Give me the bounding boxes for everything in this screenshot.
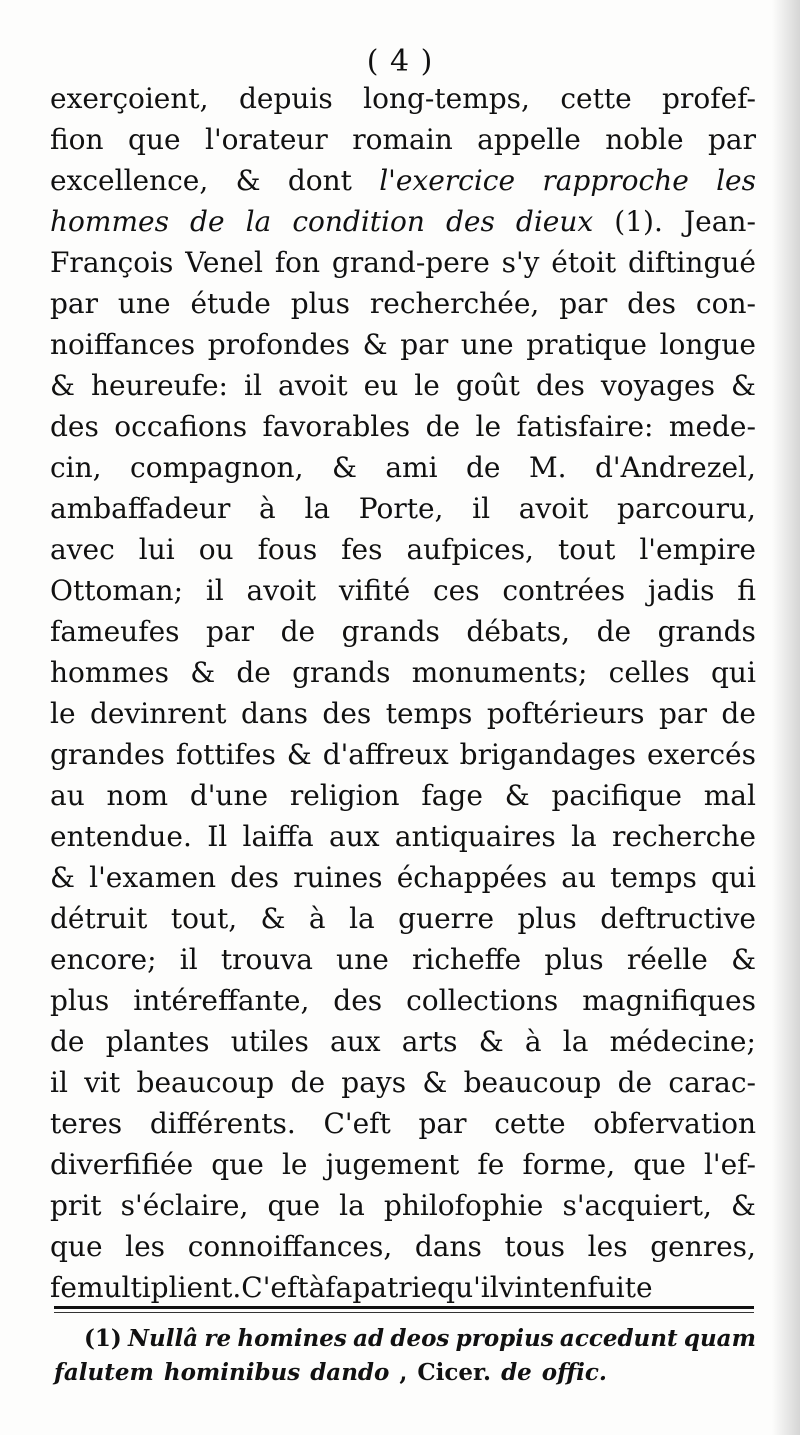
text-line [50,939,756,980]
word: plus [50,984,110,1017]
footnote-line [54,1356,756,1390]
word: par [206,615,255,648]
text-line [50,447,756,488]
word: plus [517,902,577,935]
text-line [50,1144,756,1185]
word: au [50,779,85,812]
word: favorables [262,410,411,443]
word: une [336,943,389,976]
word: multiplient. [76,1271,242,1304]
word: religion [289,779,400,812]
word: laiffa [242,820,314,853]
word: médecine; [609,1025,756,1058]
word: étude [190,287,271,320]
word: de [190,205,225,238]
word: la [571,820,597,853]
word: étoit [551,246,617,279]
word: l'examen [89,861,216,894]
word: recherche [612,820,756,853]
word: excellence, [50,164,209,197]
word: entendue. [50,820,192,853]
word: nom [106,779,168,812]
text-line [50,1226,756,1267]
word: antiquaires [394,820,556,853]
word: tous [504,1230,566,1263]
word: connoiffances, [187,1230,393,1263]
text-line [50,1103,756,1144]
footnote-word: (1) [84,1325,122,1352]
word: à [308,1271,326,1304]
word: s'éclaire, [120,1189,249,1222]
word: la [349,902,375,935]
word: ami [385,451,438,484]
word: il [244,369,262,402]
word: compagnon, [130,451,304,484]
word: il [205,574,224,607]
word: s'acquiert, [562,1189,712,1222]
word: jugement [325,1148,460,1181]
word: ruines [293,861,383,894]
word: Porte, [358,492,444,525]
word: ambaffadeur [50,492,231,525]
word: Il [207,820,228,853]
word: noble [605,123,684,156]
footnote-word: , [399,1359,408,1386]
word: par [707,123,756,156]
word: le [414,369,440,402]
word: & [331,451,357,484]
word: parcouru, [617,492,756,525]
word: & [286,738,312,771]
word: vifité [338,574,411,607]
word: lui [138,533,175,566]
word: d'une [189,779,269,812]
footnote-word: de [501,1359,532,1386]
word: dans [414,1230,482,1263]
footnote [54,1322,756,1390]
word: diftingué [627,246,756,279]
word: Jean- [683,205,756,238]
text-line [50,406,756,447]
word: vint [498,1271,553,1304]
word: pacifique [551,779,682,812]
word: guerre [398,902,495,935]
word: la [304,492,331,525]
footnote-word: offic. [541,1359,607,1386]
word: diverfifiée [50,1148,194,1181]
word: C'eft [323,1107,391,1140]
word: & [731,943,756,976]
word: heureufe: [90,369,228,402]
word: une [117,287,171,320]
word: par [50,287,99,320]
word: utiles [230,1025,309,1058]
word: des [230,861,280,894]
word: l'ef- [703,1148,756,1181]
footnote-separator-thin-rule [54,1312,754,1313]
word: plus [290,287,351,320]
word: la [562,1025,589,1058]
word: que [633,1148,686,1181]
word: il [472,492,491,525]
word: grands [341,615,440,648]
footnote-word: quam [683,1325,756,1352]
footnote-word: ad [353,1325,385,1352]
word: patrie [352,1271,438,1304]
word: appelle [477,123,581,156]
word: fa [325,1271,353,1304]
text-line [50,488,756,529]
word: qui [711,656,756,689]
word: d'affreux [322,738,449,771]
word: des [445,205,495,238]
footnote-word: propius [455,1325,554,1352]
word: & [731,1189,756,1222]
word: poftérieurs [486,697,645,730]
word: long-temps, [363,82,530,115]
word: mal [703,779,756,812]
word: avec [50,533,115,566]
word: à [524,1025,542,1058]
text-line [50,816,756,857]
word: la [339,1189,365,1222]
word: des [535,369,585,402]
word: longue [659,328,756,361]
footnote-word: re [204,1325,232,1352]
word: qu'il [437,1271,499,1304]
word: mede- [668,410,756,443]
text-line [50,734,756,775]
word: de [425,410,461,443]
word: avoit [246,574,317,607]
word: obfervation [593,1107,756,1140]
word: une [460,328,514,361]
word: occafions [114,410,248,443]
word: dieux [515,205,594,238]
word: encore; [50,943,157,976]
word: depuis [238,82,333,115]
word: magnifiques [582,984,756,1017]
footnote-word: hominibus [163,1359,301,1386]
word: par [418,1107,467,1140]
word: deftructive [600,902,756,935]
word: & [478,1025,504,1058]
word: & [260,902,286,935]
word: fi [737,574,756,607]
word: & [422,1066,448,1099]
word: des [333,984,383,1017]
page-edge-shadow [772,0,800,1435]
word: qui [711,861,756,894]
word: à [308,902,326,935]
word: enfuite [552,1271,653,1304]
word: grands [292,656,391,689]
word: plus [544,943,604,976]
word: ou [198,533,234,566]
word: aux [330,1025,381,1058]
word: teres [50,1107,123,1140]
text-line [50,201,756,242]
text-line [50,324,756,365]
word: échappées [396,861,548,894]
footnote-separator-rule [54,1306,754,1309]
word: s'y [501,246,540,279]
word: collections [406,984,559,1017]
word: avoit [278,369,348,402]
word: M. [528,451,567,484]
word: que [128,123,181,156]
word: le [475,410,502,443]
word: des [627,287,677,320]
word: romain [352,123,453,156]
word: au [561,861,596,894]
word: il [179,943,198,976]
word: que [211,1148,264,1181]
word: réelle [626,943,708,976]
word: grandes [50,738,165,771]
word: contrées [502,574,626,607]
text-line [50,898,756,939]
footnote-line [54,1322,756,1356]
word: & [504,779,530,812]
word: par [658,697,707,730]
word: grands [657,615,756,648]
word: fous [257,533,318,566]
word: de [466,451,501,484]
word: plantes [105,1025,210,1058]
word: ces [432,574,480,607]
word: fatisfaire: [516,410,654,443]
word: aux [329,820,380,853]
word: de [290,1066,326,1099]
word: hommes [50,656,169,689]
footnote-word: Cicer. [417,1359,492,1386]
text-line [50,611,756,652]
word: des [50,410,99,443]
word: & [235,164,261,197]
word: noiffances [50,328,196,361]
footnote-word: dando [310,1359,390,1386]
word: la [245,205,272,238]
word: les [125,1230,166,1263]
word: le [50,697,76,730]
word: C'eft [241,1271,309,1304]
word: différents. [149,1107,296,1140]
word: devinrent [89,697,227,730]
word: cin, [50,451,102,484]
word: prit [50,1189,102,1222]
word: fameufes [50,615,180,648]
word: l'orateur [204,123,328,156]
word: genres, [650,1230,756,1263]
word: rapproche [542,164,689,197]
word: dont [287,164,352,197]
word: de [617,1066,653,1099]
word: de [596,615,632,648]
body-text [50,78,756,1308]
word: avoit [518,492,589,525]
word: pays [341,1066,407,1099]
word: de [280,615,316,648]
word: temps [610,861,697,894]
word: d'Andrezel, [594,451,756,484]
word: fe [477,1148,505,1181]
word: détruit [50,902,148,935]
text-line [50,1185,756,1226]
word: fe [50,1271,77,1304]
footnote-word: Nullâ [128,1325,199,1352]
word: le [281,1148,308,1181]
word: monuments; [411,656,588,689]
word: exerçoient, [50,82,209,115]
word: trouva [220,943,313,976]
word: temps [385,697,473,730]
text-line [50,693,756,734]
text-line [50,160,756,201]
footnote-word: falutem [54,1359,154,1386]
word: con- [695,287,756,320]
word: recherchée, [369,287,540,320]
word: débats, [466,615,571,648]
word: eu [363,369,399,402]
word: à [259,492,276,525]
word: intéreffante, [133,984,310,1017]
word: cette [494,1107,566,1140]
word: jadis [647,574,715,607]
footnote-word: deos [390,1325,450,1352]
word: & [731,369,756,402]
word: François [50,246,174,279]
word: & [50,369,75,402]
word: (1). [614,205,663,238]
word: richeffe [412,943,522,976]
text-line [50,1267,756,1308]
word: de [236,656,271,689]
word: vit [84,1066,121,1099]
word: hommes [50,205,169,238]
word: beaucoup [136,1066,275,1099]
word: fottifes [175,738,276,771]
word: & [50,861,75,894]
word: de [50,1025,85,1058]
text-line [50,283,756,324]
word: que [267,1189,321,1222]
word: fon [274,246,321,279]
word: des [322,697,372,730]
word: Venel [185,246,263,279]
text-line [50,529,756,570]
word: pratique [526,328,647,361]
word: profef- [662,82,756,115]
text-line [50,652,756,693]
text-line [50,365,756,406]
word: arts [401,1025,458,1058]
text-line [50,1021,756,1062]
text-line [50,1062,756,1103]
word: fes [341,533,383,566]
text-line [50,857,756,898]
word: fage [421,779,483,812]
word: brigandages [459,738,637,771]
word: carac- [668,1066,756,1099]
text-line [50,570,756,611]
footnote-word: accedunt [559,1325,678,1352]
word: par [400,328,449,361]
word: goût [455,369,520,402]
word: l'exercice [379,164,516,197]
text-line [50,242,756,283]
word: philofophie [383,1189,544,1222]
text-line [50,119,756,160]
word: aufpices, [406,533,534,566]
word: grand-pere [331,246,490,279]
text-line [50,980,756,1021]
word: que [50,1230,103,1263]
word: les [716,164,756,197]
word: dans [240,697,308,730]
word: tout, [170,902,238,935]
word: fion [50,123,104,156]
word: Ottoman; [50,574,184,607]
word: profondes [207,328,351,361]
word: voyages [600,369,715,402]
word: il [50,1066,68,1099]
word: forme, [522,1148,616,1181]
word: l'empire [639,533,756,566]
page-number: ( 4 ) [366,44,434,79]
word: de [721,697,756,730]
footnote-word: homines [237,1325,347,1352]
word: & [190,656,216,689]
word: tout [557,533,616,566]
word: condition [292,205,425,238]
word: exercés [647,738,756,771]
word: les [587,1230,628,1263]
text-line [50,775,756,816]
word: par [559,287,608,320]
word: beaucoup [463,1066,602,1099]
word: cette [560,82,632,115]
word: celles [608,656,690,689]
text-line [50,78,756,119]
word: & [362,328,388,361]
